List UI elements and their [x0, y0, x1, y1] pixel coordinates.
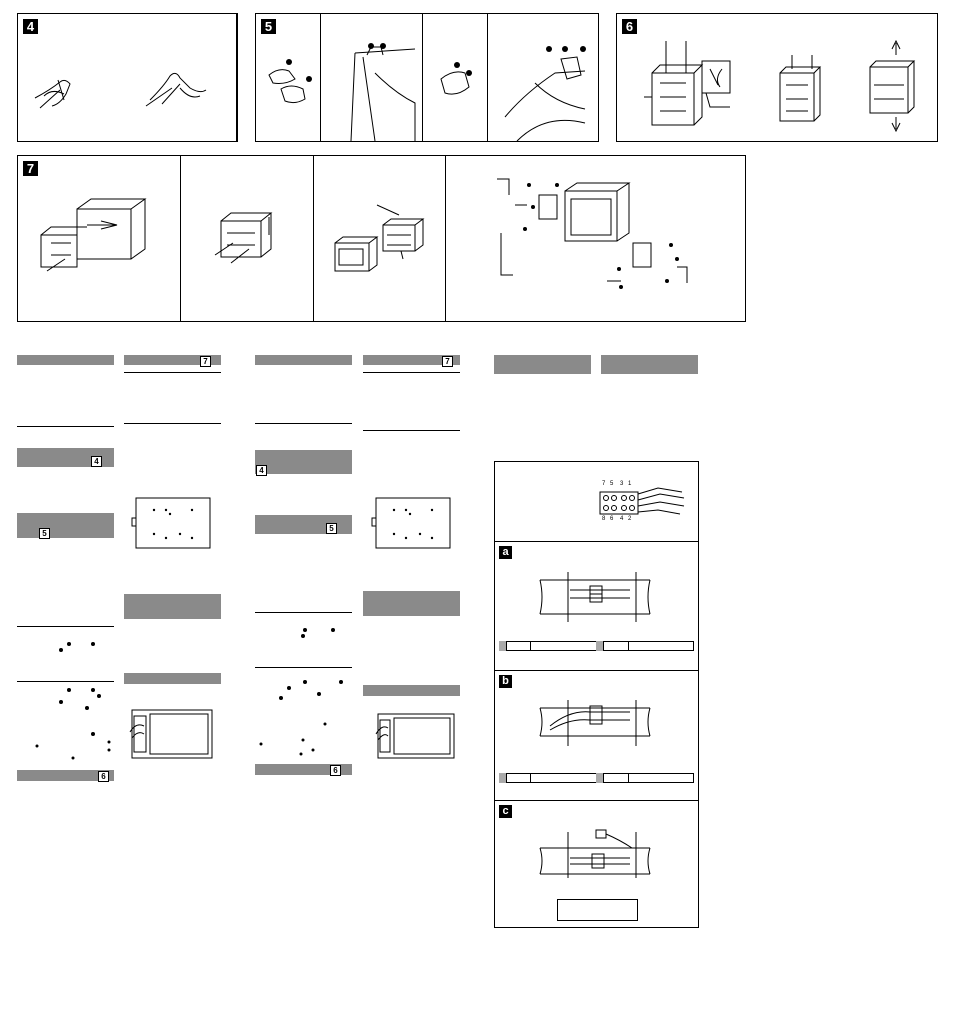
pin-1: 1: [628, 481, 632, 487]
ref-6-badge-b: 6: [330, 765, 341, 776]
ref-5-badge-b: 5: [326, 523, 337, 534]
col3-heading-bar-2: [255, 450, 352, 474]
col1-heading-bar-3: [17, 513, 114, 538]
ref-7-badge: 7: [200, 356, 211, 367]
step-6-illustration: [616, 13, 938, 142]
step-5-badge: 5: [261, 19, 276, 34]
ref-4-badge-b: 4: [256, 465, 267, 476]
step-7-badge: 7: [23, 161, 38, 176]
pin-3: 3: [620, 481, 624, 487]
pin-7: 7: [602, 481, 606, 487]
right-heading-bar-1: [494, 355, 591, 374]
section-c-wiring: [540, 826, 650, 878]
col2-unit-front: [130, 708, 214, 760]
step-5-illustration: [255, 13, 599, 142]
step-4-badge: 4: [23, 19, 38, 34]
section-c-note-box: [557, 899, 638, 921]
section-a-badge: a: [499, 546, 512, 559]
step-6-badge: 6: [622, 19, 637, 34]
col3-dots: [255, 616, 352, 761]
ref-6-badge: 6: [98, 771, 109, 782]
right-heading-bar-2: [601, 355, 698, 374]
col4-heading-bar-2: [363, 591, 460, 616]
col2-bracket-diagram: [130, 496, 214, 552]
section-a-wiring: [540, 572, 650, 622]
section-c-badge: c: [499, 805, 512, 818]
pin-5: 5: [610, 481, 614, 487]
step-4-illustration: [30, 60, 230, 120]
pin-2: 2: [628, 516, 632, 522]
ref-5-badge: 5: [39, 528, 50, 539]
pin-6: 6: [610, 516, 614, 522]
col3-heading-bar-1: [255, 355, 352, 365]
col1-dots: [17, 630, 114, 770]
ref-4-badge: 4: [91, 456, 102, 467]
col4-heading-bar-3: [363, 685, 460, 696]
col3-heading-bar-3: [255, 515, 352, 534]
col1-heading-bar-1: [17, 355, 114, 365]
col2-heading-bar-3: [124, 673, 221, 684]
step-7-illustration: [17, 155, 746, 322]
pin-8: 8: [602, 516, 606, 522]
col2-heading-bar-2: [124, 594, 221, 619]
section-b-badge: b: [499, 675, 512, 688]
ref-7-badge-b: 7: [442, 356, 453, 367]
section-b-wiring: [540, 700, 650, 750]
pin-4: 4: [620, 516, 624, 522]
col4-bracket-diagram: [370, 496, 454, 552]
connector-plug-icon: [598, 488, 688, 518]
col4-unit-front: [376, 712, 456, 760]
